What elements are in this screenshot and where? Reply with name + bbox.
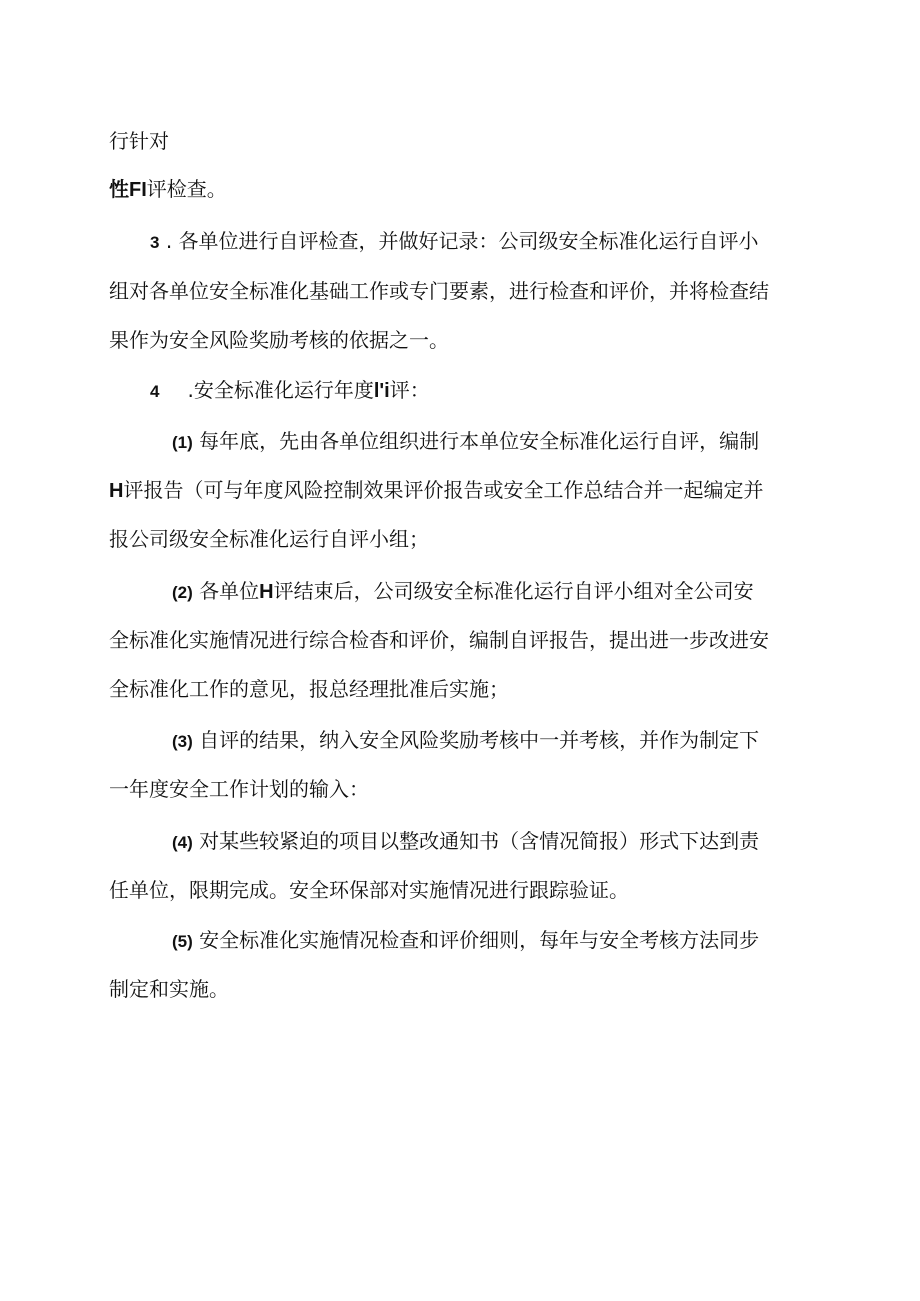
item-4-heading: [150, 375, 430, 407]
sub-2-latin-fragment: H: [259, 581, 274, 603]
intro-text-2: 评检查。: [146, 177, 227, 201]
item-3-text-1: . 各单位进行自评检查，并做好记录：公司级安全标准化运行自评小: [159, 229, 759, 253]
sub-4-line-2: [109, 875, 629, 905]
sub-2-line-1: [172, 576, 754, 608]
sub-2-line-2: [109, 625, 769, 655]
sub-1-text-1: 每年底，先由各单位组织进行本单位安全标准化运行自评，编制: [199, 429, 760, 453]
sub-3-number: (3): [172, 732, 193, 751]
item-3-text-3: 果作为安全风险奖励考核的依据之一。: [109, 328, 449, 352]
sub-5-line-1: [172, 925, 759, 957]
sub-1-line-1: [172, 426, 759, 458]
item-3-line-2: [109, 276, 769, 306]
item-4-heading-text: .安全标准化运行年度: [187, 378, 374, 402]
sub-3-text-1: 自评的结果，纳入安全风险奖励考核中一并考核，并作为制定下: [199, 728, 760, 752]
sub-4-text-2: 任单位，限期完成。安全环保部对实施情况进行跟踪验证。: [109, 878, 629, 902]
sub-1-text-3: 报公司级安全标准化运行自评小组；: [109, 527, 429, 551]
sub-2-text-1b: 评结束后，公司级安全标准化运行自评小组对全公司安: [273, 579, 754, 603]
sub-2-text-2: 全标准化实施情况进行综合检杳和评价，编制自评报告，提出进一步改进安: [109, 628, 769, 652]
intro-line-2: [109, 174, 227, 205]
item-3-line-3: [109, 325, 449, 355]
intro-latin-fragment: 性FI: [109, 179, 147, 201]
item-3-line-1: [150, 226, 759, 258]
sub-5-number: (5): [172, 932, 193, 951]
intro-line-1: [109, 126, 169, 156]
sub-4-number: (4): [172, 833, 193, 852]
item-4-heading-tail: 评：: [389, 378, 430, 402]
sub-2-text-3: 全标准化工作的意见，报总经理批准后实施；: [109, 677, 509, 701]
item-4-number: 4: [150, 382, 160, 401]
sub-3-line-2: [109, 774, 369, 804]
sub-3-text-2: 一年度安全工作计划的输入：: [109, 777, 369, 801]
sub-1-number: (1): [172, 433, 193, 452]
sub-5-text-2: 制定和实施。: [109, 977, 229, 1001]
sub-1-line-3: [109, 524, 429, 554]
intro-text: 行针对: [109, 129, 169, 153]
sub-5-text-1: 安全标准化实施情况检查和评价细则，每年与安全考核方法同步: [199, 928, 760, 952]
sub-4-line-1: [172, 826, 759, 858]
item-3-text-2: 组对各单位安全标准化基础工作或专门要素，进行检查和评价，并将检查结: [109, 279, 769, 303]
sub-2-line-3: [109, 674, 509, 704]
sub-2-number: (2): [172, 583, 193, 602]
sub-1-text-2: 评报告（可与年度风险控制效果评价报告或安全工作总结合并一起编定并: [123, 478, 764, 502]
sub-4-text-1: 对某些较紧迫的项目以整改通知书（含情况简报）形式下达到责: [199, 829, 760, 853]
sub-2-text-1a: 各单位: [199, 579, 260, 603]
item-3-number: 3: [150, 233, 160, 252]
sub-5-line-2: [109, 974, 229, 1004]
sub-3-line-1: [172, 725, 759, 757]
item-4-latin-fragment: l'i: [373, 380, 390, 402]
sub-1-latin-fragment: H: [109, 480, 124, 502]
sub-1-line-2: [109, 475, 763, 506]
